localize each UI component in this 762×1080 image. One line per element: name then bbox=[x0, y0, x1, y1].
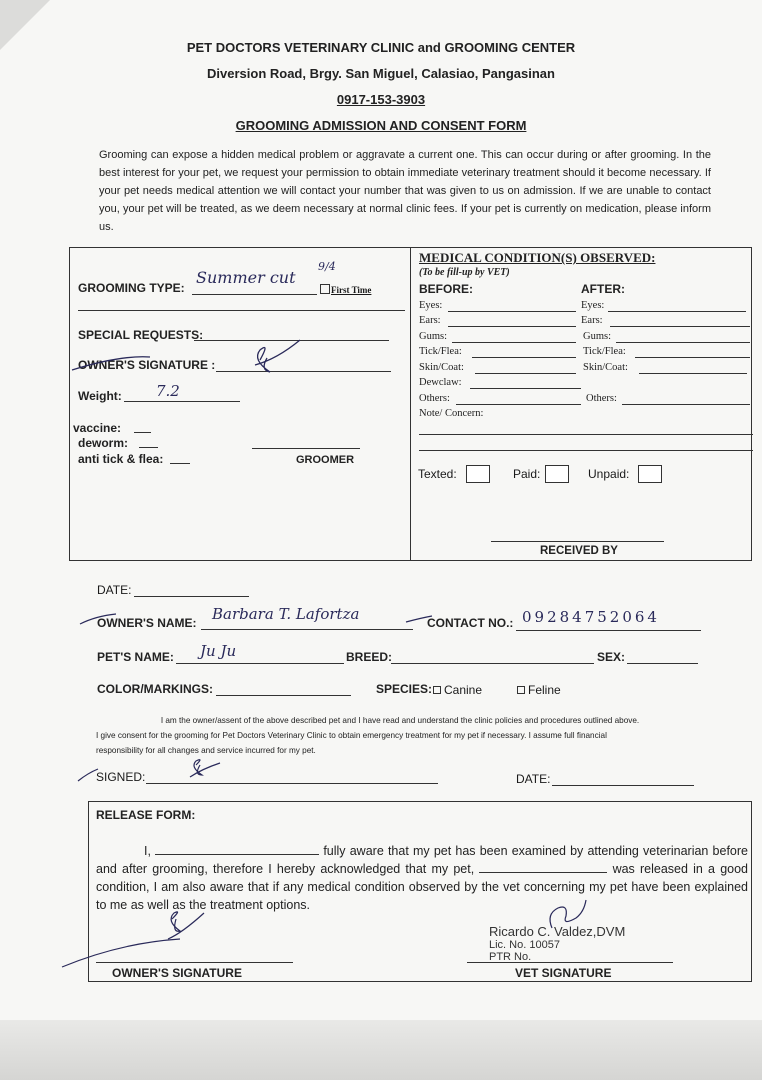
after-tick-label: Tick/Flea: bbox=[583, 346, 626, 357]
unpaid-label: Unpaid: bbox=[588, 467, 630, 481]
contact-label: CONTACT NO.: bbox=[427, 616, 514, 630]
before-tick-field[interactable] bbox=[472, 357, 576, 358]
grooming-type-label: GROOMING TYPE: bbox=[78, 281, 185, 295]
pet-name-value[interactable]: Ju Ju bbox=[200, 642, 237, 660]
breed-label: BREED: bbox=[346, 650, 393, 664]
anti-tick-label: anti tick & flea: bbox=[78, 452, 164, 466]
release-text-2: was released in a good condition, I am also aware that if any medical condition observed by the vet concerning my pet have been explained to me as well as the treatment options. bbox=[96, 862, 749, 912]
after-gums-label: Gums: bbox=[583, 331, 612, 342]
release-pet-field[interactable] bbox=[479, 860, 607, 873]
groomer-label: GROOMER bbox=[296, 454, 355, 466]
vet-signature-line[interactable] bbox=[467, 962, 673, 963]
after-label: AFTER: bbox=[581, 282, 625, 296]
received-by-line[interactable] bbox=[491, 541, 664, 542]
signed-label: SIGNED: bbox=[96, 770, 146, 784]
clinic-name: PET DOCTORS VETERINARY CLINIC and GROOMING CENTER bbox=[186, 40, 576, 55]
release-text-1: fully aware that my pet has been examined by attending veterinarian before and after grooming, therefore I hereby acknowledged that my pet, bbox=[96, 844, 748, 876]
signed-scribble-icon bbox=[72, 755, 232, 787]
owner-signature-label: OWNER'S SIGNATURE : bbox=[78, 358, 216, 372]
received-by-label: RECEIVED BY bbox=[540, 545, 618, 557]
special-requests-label: SPECIAL REQUESTS: bbox=[78, 328, 204, 342]
after-ears-label: Ears: bbox=[581, 315, 603, 326]
before-dewclaw-field[interactable] bbox=[470, 388, 581, 389]
before-label: BEFORE: bbox=[419, 282, 473, 296]
canine-label: Canine bbox=[444, 683, 483, 697]
breed-field[interactable] bbox=[391, 663, 594, 664]
texted-checkbox[interactable] bbox=[466, 465, 490, 483]
paid-label: Paid: bbox=[513, 467, 541, 481]
consent-line-2: I give consent for the grooming for Pet Doctors Veterinary Clinic to obtain emergency treatment for my pet if necessary. I assume full financial bbox=[96, 731, 607, 740]
owner-name-label: OWNER'S NAME: bbox=[97, 616, 197, 630]
before-skin-label: Skin/Coat: bbox=[419, 362, 464, 373]
consent-text bbox=[96, 713, 704, 758]
before-gums-label: Gums: bbox=[419, 331, 448, 342]
date-field[interactable] bbox=[134, 596, 249, 597]
after-others-field[interactable] bbox=[622, 404, 750, 405]
contact-value[interactable]: 09284752064 bbox=[522, 608, 660, 626]
owner-signature-scribble-icon bbox=[60, 335, 310, 385]
after-others-label: Others: bbox=[586, 393, 617, 404]
owner-signature-release-line[interactable] bbox=[96, 962, 293, 963]
weight-label: Weight: bbox=[78, 389, 122, 403]
strike-marks bbox=[76, 610, 436, 635]
feline-checkbox[interactable] bbox=[517, 686, 525, 694]
texted-label: Texted: bbox=[418, 467, 457, 481]
consent-date-label: DATE: bbox=[516, 772, 551, 786]
before-dewclaw-label: Dewclaw: bbox=[419, 377, 462, 388]
species-label: SPECIES: bbox=[376, 682, 433, 696]
canine-checkbox[interactable] bbox=[433, 686, 441, 694]
vet-signature-scribble-icon bbox=[540, 898, 600, 938]
date-label: DATE: bbox=[97, 583, 132, 597]
vet-lic-no: Lic. No. 10057 bbox=[489, 939, 560, 951]
release-owner-scribble-icon bbox=[60, 905, 230, 970]
after-skin-field[interactable] bbox=[639, 373, 747, 374]
before-skin-field[interactable] bbox=[475, 373, 576, 374]
release-owner-signature-label: OWNER'S SIGNATURE bbox=[112, 966, 242, 980]
weight-line bbox=[124, 401, 240, 402]
anti-tick-field[interactable] bbox=[170, 463, 190, 464]
owner-name-value[interactable]: Barbara T. Lafortza bbox=[212, 605, 360, 623]
first-time-checkbox[interactable] bbox=[320, 284, 330, 294]
medical-note: (To be fill-up by VET) bbox=[419, 267, 510, 278]
sex-field[interactable] bbox=[627, 663, 698, 664]
feline-label: Feline bbox=[528, 683, 561, 697]
first-time-label: First Time bbox=[331, 285, 372, 295]
after-skin-label: Skin/Coat: bbox=[583, 362, 628, 373]
form-title: GROOMING ADMISSION AND CONSENT FORM bbox=[235, 118, 527, 133]
pet-name-label: PET'S NAME: bbox=[97, 650, 174, 664]
note-concern-label: Note/ Concern: bbox=[419, 408, 484, 419]
sex-label: SEX: bbox=[597, 650, 626, 664]
after-ears-field[interactable] bbox=[610, 326, 750, 327]
before-eyes-label: Eyes: bbox=[419, 300, 443, 311]
clinic-phone: 0917-153-3903 bbox=[336, 92, 426, 107]
before-tick-label: Tick/Flea: bbox=[419, 346, 462, 357]
consent-date-field[interactable] bbox=[552, 785, 694, 786]
color-markings-label: COLOR/MARKINGS: bbox=[97, 682, 213, 696]
unpaid-checkbox[interactable] bbox=[638, 465, 662, 483]
release-title: RELEASE FORM: bbox=[96, 808, 196, 822]
groomer-line[interactable] bbox=[252, 448, 360, 449]
vet-name: Ricardo C. Valdez,DVM bbox=[489, 924, 626, 939]
before-gums-field[interactable] bbox=[452, 342, 576, 343]
grooming-type-value[interactable]: Summer cut bbox=[196, 268, 296, 287]
clinic-address: Diversion Road, Brgy. San Miguel, Calasiao, Pangasinan bbox=[207, 66, 555, 81]
grooming-type-line bbox=[192, 294, 317, 295]
grooming-date-value: 9/4 bbox=[318, 260, 336, 273]
weight-value[interactable]: 7.2 bbox=[156, 382, 180, 400]
release-name-field[interactable] bbox=[155, 842, 319, 855]
note-concern-field[interactable] bbox=[419, 434, 753, 435]
vaccine-label: vaccine: bbox=[73, 421, 122, 435]
release-text bbox=[96, 842, 748, 914]
vaccine-field[interactable] bbox=[134, 432, 151, 433]
box-divider bbox=[410, 247, 411, 560]
release-i: I, bbox=[144, 844, 151, 858]
before-others-field[interactable] bbox=[456, 404, 581, 405]
after-eyes-field[interactable] bbox=[608, 311, 746, 312]
before-others-label: Others: bbox=[419, 393, 450, 404]
after-eyes-label: Eyes: bbox=[581, 300, 605, 311]
vet-signature-label: VET SIGNATURE bbox=[515, 966, 612, 980]
vet-ptr-no: PTR No. bbox=[489, 951, 532, 963]
scan-bottom-shadow bbox=[0, 1020, 762, 1080]
intro-paragraph: Grooming can expose a hidden medical problem or aggravate a current one. This can occur during or after grooming. In the best interest for your pet, we request your permission to obtain immediate veterinary treatment should it become necessary. If your pet needs medical attention we will contact your number that was given to us on admission. If we are unable to contact you, your pet will be treated, as we deem necessary at normal clinic fees. If your pet is currently on medication, please inform us. bbox=[99, 149, 711, 233]
deworm-label: deworm: bbox=[78, 436, 129, 450]
medical-title: MEDICAL CONDITION(S) OBSERVED: bbox=[419, 250, 656, 265]
consent-line-1: I am the owner/assent of the above described pet and I have read and understand the clinic policies and procedures outlined above. bbox=[160, 716, 640, 725]
color-markings-field[interactable] bbox=[216, 695, 351, 696]
pet-name-line bbox=[176, 663, 344, 664]
note-concern-field-2[interactable] bbox=[419, 450, 753, 451]
grooming-type-line-2 bbox=[78, 310, 405, 311]
paid-checkbox[interactable] bbox=[545, 465, 569, 483]
before-eyes-field[interactable] bbox=[448, 311, 576, 312]
after-gums-field[interactable] bbox=[616, 342, 750, 343]
consent-line-3: responsibility for all changes and service incurred for my pet. bbox=[96, 746, 316, 755]
before-ears-field[interactable] bbox=[448, 326, 576, 327]
contact-line bbox=[516, 630, 701, 631]
before-ears-label: Ears: bbox=[419, 315, 441, 326]
after-tick-field[interactable] bbox=[635, 357, 750, 358]
deworm-field[interactable] bbox=[139, 447, 158, 448]
